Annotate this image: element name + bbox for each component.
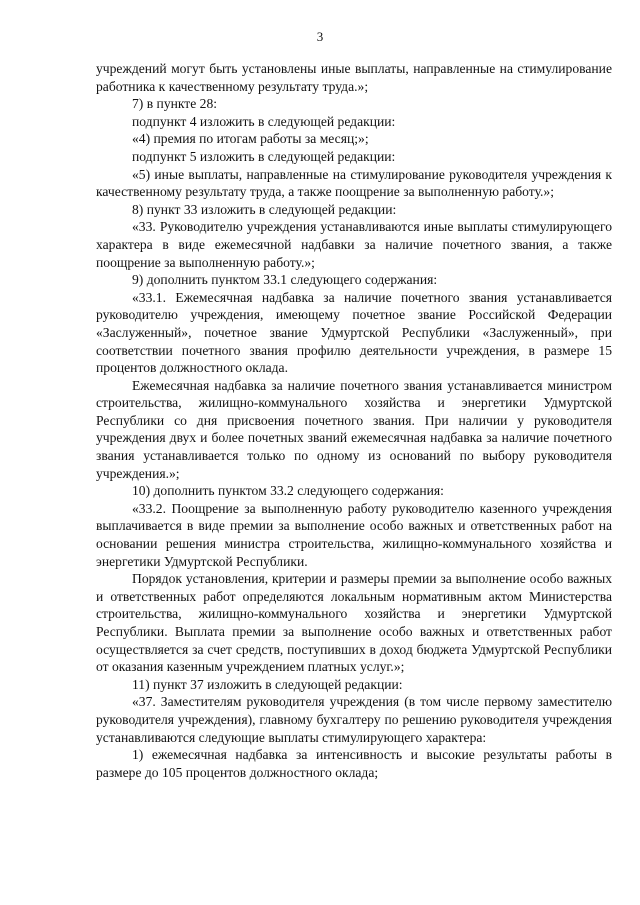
paragraph-subitem-4-text: «4) премия по итогам работы за месяц;»; — [132, 131, 369, 147]
page-number: 3 — [316, 29, 324, 44]
paragraph-item-10: 10) дополнить пунктом 33.2 следующего содержания: — [132, 483, 444, 499]
paragraph-clause-33-2: «33.2. Поощрение за выполненную работу руководителю казенного учреждения выплачивается в виде премии за выполнение особо важных и ответственных работ на основании решения министра строительства, жилищно-коммунального хозяйства и энергетики Удмуртской Республики. — [96, 500, 612, 569]
paragraph-subitem-5-intro: подпункт 5 изложить в следующей редакции: — [132, 148, 396, 164]
paragraph-item-11: 11) пункт 37 изложить в следующей редакции: — [132, 676, 403, 692]
paragraph-clause-33-1: «33.1. Ежемесячная надбавка за наличие почетного звания устанавливается руководителю учреждения, имеющему почетное звание Российской Федерации «Заслуженный», почетное звание Удмуртской Республики «Заслуженный», при соответствии почетного звания профилю деятельности учреждения, в размере 15 процентов должностного оклада. — [96, 289, 612, 376]
paragraph-continuation: учреждений могут быть установлены иные выплаты, направленные на стимулирование работника к качественному результату труда.»; — [96, 61, 612, 94]
paragraph-clause-33-2-cont: Порядок установления, критерии и размеры премии за выполнение особо важных и ответственных работ определяются локальным нормативным актом Министерства строительства, жилищно-коммунального хозяйства и энергетики Удмуртской Республики. Выплата премии за выполнение особо важных и ответственных работ осуществляется за счет средств, поступивших в доход бюджета Удмуртской Республики от оказания казенным учреждением платных услуг.»; — [96, 571, 612, 675]
paragraph-item-9: 9) дополнить пунктом 33.1 следующего содержания: — [132, 272, 438, 288]
paragraph-item-8: 8) пункт 33 изложить в следующей редакции: — [132, 201, 397, 217]
paragraph-clause-37: «37. Заместителям руководителя учреждения (в том числе первому заместителю руководителя учреждения), главному бухгалтеру по решению руководителя учреждения устанавливаются следующие выплаты стимулирующего характера: — [96, 694, 612, 745]
document-body — [96, 60, 612, 781]
paragraph-clause-33: «33. Руководителю учреждения устанавливаются иные выплаты стимулирующего характера в виде ежемесячной надбавки за наличие почетного звания, а также поощрение за выполненную работу.»; — [96, 219, 612, 270]
paragraph-subitem-4-intro: подпункт 4 изложить в следующей редакции: — [132, 113, 396, 129]
paragraph-clause-33-1-cont: Ежемесячная надбавка за наличие почетного звания устанавливается министром строительства, жилищно-коммунального хозяйства и энергетики Удмуртской Республики со дня присвоения почетного звания. При наличии у руководителя учреждения двух и более почетных званий ежемесячная надбавка за наличие почетного звания устанавливается только по одному из оснований по выбору руководителя учреждения.»; — [96, 377, 612, 481]
paragraph-item-7: 7) в пункте 28: — [132, 96, 218, 112]
paragraph-subitem-5-text: «5) иные выплаты, направленные на стимулирование руководителя учреждения к качественному результату труда, а также поощрение за выполненную работу.»; — [96, 166, 612, 200]
paragraph-clause-37-subitem-1: 1) ежемесячная надбавка за интенсивность и высокие результаты работы в размере до 105 процентов должностного оклада; — [96, 747, 612, 780]
